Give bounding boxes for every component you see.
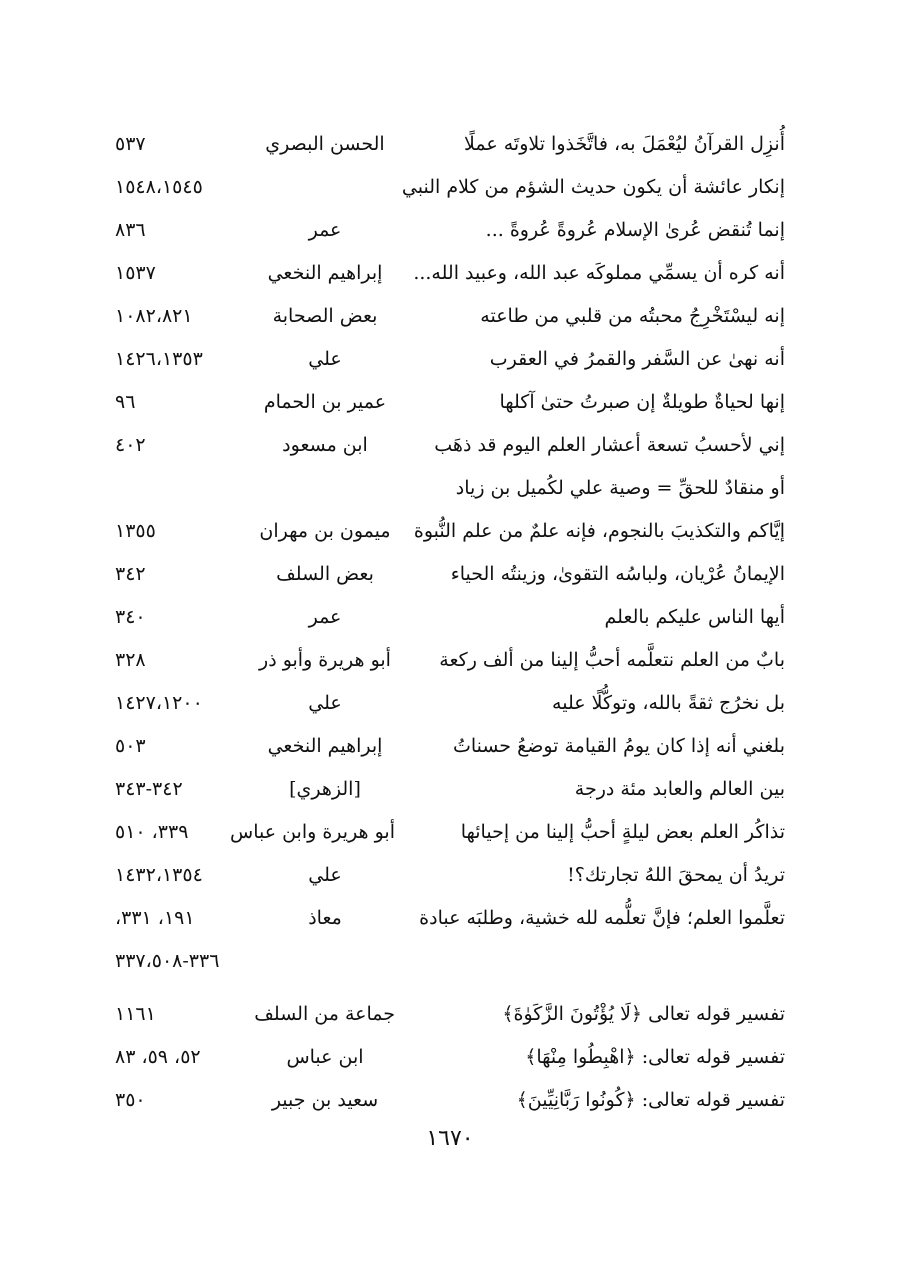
entry-pages: ١٤٣٢،١٣٥٤: [115, 864, 203, 886]
entry-text: إنها لحياةٌ طويلةٌ إن صبرتُ حتىٰ آكلها: [499, 391, 785, 413]
entry-text: إني لأحسبُ تسعة أعشار العلم اليوم قد ذهَب: [434, 434, 785, 456]
entry-pages: ٩٦: [115, 391, 136, 413]
index-row: [115, 768, 785, 811]
entry-source: إبراهيم النخعي: [267, 262, 383, 284]
index-row: [115, 424, 785, 467]
index-row: [115, 940, 785, 983]
entry-text: الإيمانُ عُرْيان، ولباسُه التقوىٰ، وزينتُه الحياء: [450, 563, 785, 585]
index-row: [115, 854, 785, 897]
entry-text: تذاكُر العلم بعض ليلةٍ أحبُّ إلينا من إحيائها: [460, 821, 785, 843]
index-row: [115, 123, 785, 166]
entry-source: بعض السلف: [276, 563, 374, 585]
index-row: [115, 725, 785, 768]
entry-pages: ١٠٨٢،٨٢١: [115, 305, 193, 327]
entry-text: بل نخرُج ثقةً بالله، وتوكُّلًا عليه: [552, 692, 785, 714]
entry-text: إنكار عائشة أن يكون حديث الشؤم من كلام النبي: [401, 176, 785, 198]
entry-pages: ٨٣٦: [115, 219, 146, 241]
entry-source: علي: [308, 692, 342, 714]
entry-source: عمير بن الحمام: [263, 391, 387, 413]
entry-source: معاذ: [308, 907, 342, 929]
entry-pages: ٣٣٩، ٥١٠: [115, 821, 189, 843]
entry-source: علي: [308, 348, 342, 370]
index-row: [115, 467, 785, 510]
entry-text: إنما تُنقض عُرىٰ الإسلام عُروةً عُروةً ...: [485, 219, 785, 241]
index-row: [115, 381, 785, 424]
entry-source: علي: [308, 864, 342, 886]
entry-source: الحسن البصري: [265, 133, 385, 155]
entry-source: [الزهري]: [289, 778, 361, 800]
entry-text: أيها الناس عليكم بالعلم: [604, 606, 785, 628]
index-row: [115, 338, 785, 381]
entry-text: إيَّاكم والتكذيبَ بالنجوم، فإنه علمٌ من علم النُّبوة: [413, 520, 785, 542]
entry-pages: ٣٢٨: [115, 649, 146, 671]
entry-source: عمر: [308, 606, 342, 628]
entry-text: تفسير قوله تعالى ﴿لَا يُؤْتُونَ الزَّكَوٰةَ﴾: [502, 1003, 785, 1025]
entry-text: بابٌ من العلم نتعلَّمه أحبُّ إلينا من ألف ركعة: [439, 649, 785, 671]
index-row: [115, 252, 785, 295]
index-row: [115, 209, 785, 252]
index-row: [115, 639, 785, 682]
entry-text: أنه كره أن يسمِّي مملوكَه عبد الله، وعبيد الله...: [413, 262, 785, 284]
index-row: [115, 596, 785, 639]
entry-source: إبراهيم النخعي: [267, 735, 383, 757]
entry-source: جماعة من السلف: [254, 1003, 395, 1025]
entry-pages: ١١٦١: [115, 1003, 156, 1025]
index-row: [115, 510, 785, 553]
entry-source: بعض الصحابة: [272, 305, 378, 327]
index-row: [115, 1036, 785, 1079]
entry-pages: ٣٤٢-٣٤٣: [115, 778, 183, 800]
entry-pages: ١٥٤٨،١٥٤٥: [115, 176, 203, 198]
entry-pages: ١٤٢٧،١٢٠٠: [115, 692, 203, 714]
index-row: [115, 1079, 785, 1122]
index-row: [115, 993, 785, 1036]
entry-pages: ٣٤٢: [115, 563, 146, 585]
entry-text: تريدُ أن يمحقَ اللهُ تجارتك؟!: [567, 864, 785, 886]
index-row: [115, 295, 785, 338]
entry-source: أبو هريرة وابن عباس: [230, 821, 395, 843]
entry-pages: ١٤٢٦،١٣٥٣: [115, 348, 203, 370]
entry-pages: ٥٣٧: [115, 133, 146, 155]
section-gap: [115, 983, 785, 993]
entry-pages: ١٥٣٧: [115, 262, 156, 284]
entry-text: تعلَّموا العلم؛ فإنَّ تعلُّمه لله خشية، وطلبَه عبادة: [419, 907, 785, 929]
index-row: [115, 897, 785, 940]
entry-pages: ٤٠٢: [115, 434, 146, 456]
entry-text: تفسير قوله تعالى: ﴿اهْبِطُوا مِنْهَا﴾: [525, 1046, 785, 1068]
entry-pages: ١٩١، ٣٣١،: [115, 907, 195, 929]
page-number: ١٦٧٠: [426, 1126, 474, 1151]
entry-pages: ٥٢، ٥٩، ٨٣: [115, 1046, 201, 1068]
index-row: [115, 811, 785, 854]
entry-source: عمر: [308, 219, 342, 241]
index-row: [115, 553, 785, 596]
entry-pages: ٥٠٣: [115, 735, 146, 757]
entry-text: بين العالم والعابد مئة درجة: [574, 778, 785, 800]
index-entries: [115, 123, 785, 1122]
entry-text: بلغني أنه إذا كان يومُ القيامة توضعُ حسناتُ: [452, 735, 785, 757]
entry-text: تفسير قوله تعالى: ﴿كُونُوا رَبَّانِيِّينَ﴾: [516, 1089, 785, 1111]
entry-text: إنه ليسْتَخْرِجُ محبتُه من قلبي من طاعته: [480, 305, 785, 327]
entry-text: أو منقادٌ للحقِّ = وصية علي لكُميل بن زياد: [455, 477, 785, 499]
index-row: [115, 682, 785, 725]
entry-source: ابن عباس: [286, 1046, 364, 1068]
entry-pages: ٣٤٠: [115, 606, 146, 628]
index-row: [115, 166, 785, 209]
entry-pages: ٣٣٦-٣٣٧،٥٠٨: [115, 950, 220, 972]
entry-text: أُنزِل القرآنُ ليُعْمَلَ به، فاتَّخَذوا تلاوتَه عملًا: [464, 133, 785, 155]
entry-pages: ١٣٥٥: [115, 520, 156, 542]
entry-source: ميمون بن مهران: [259, 520, 391, 542]
entry-source: ابن مسعود: [282, 434, 368, 456]
entry-text: أنه نهىٰ عن السَّفر والقمرُ في العقرب: [489, 348, 785, 370]
entry-source: أبو هريرة وأبو ذر: [259, 649, 391, 671]
entry-pages: ٣٥٠: [115, 1089, 146, 1111]
entry-source: سعيد بن جبير: [271, 1089, 379, 1111]
